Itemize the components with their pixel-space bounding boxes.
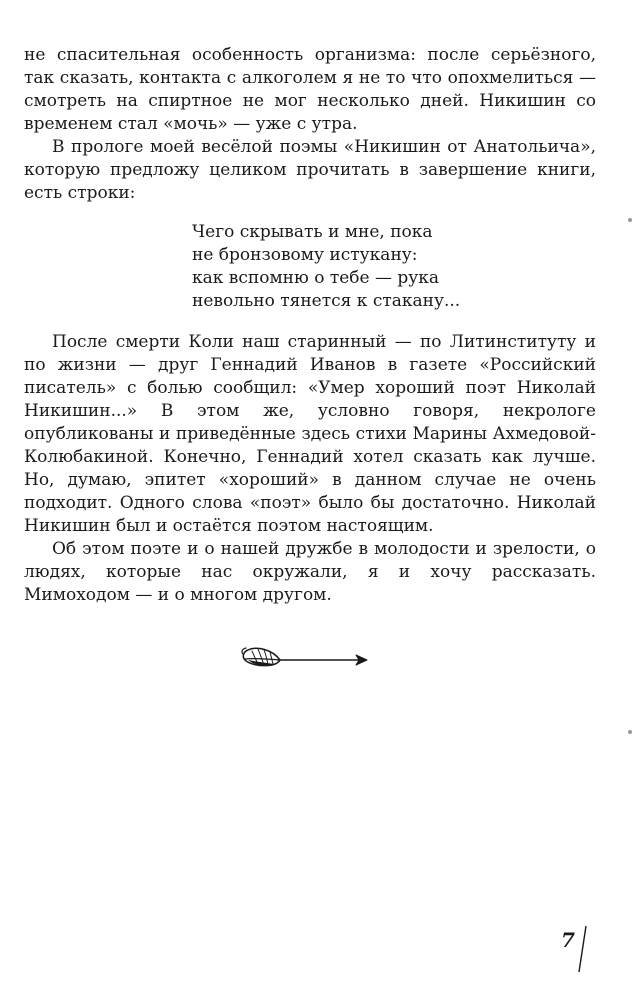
body-text [24, 44, 596, 607]
poem-line: не бронзовому истукану: [192, 245, 418, 265]
poem-line: Чего скрывать и мне, пока [192, 222, 433, 242]
page-number: 7 [561, 928, 575, 952]
feather-arrow-icon [240, 640, 376, 680]
paragraph-3: После смерти Коли наш старинный — по Литинституту и по жизни — друг Геннадий Иванов в газете «Российский писатель» с болью сообщил: «Умер хороший поэт Николай Никишин...» В этом же, условно говоря, некрологе опубликованы и приведённые здесь стихи Марины Ахмедовой-Колюбакиной. Конечно, Геннадий хотел сказать как лучше. Но, думаю, эпитет «хороший» в данном случае не очень подходит. Одного слова «поэт» было бы достаточно. Николай Никишин был и остаётся поэтом настоящим. [24, 332, 596, 536]
poem-line: как вспомню о тебе — рука [192, 268, 440, 288]
poem-quote [192, 221, 596, 313]
edge-mark [628, 730, 632, 734]
paragraph-4: Об этом поэте и о нашей дружбе в молодости и зрелости, о людях, которые нас окружали, я и хочу рассказать. Мимоходом — и о многом другом. [24, 539, 596, 605]
paragraph-2: В прологе моей весёлой поэмы «Никишин от Анатольича», которую предложу целиком прочитать в завершение книги, есть строки: [24, 137, 596, 203]
folio-rule [576, 924, 588, 974]
edge-mark [628, 218, 632, 222]
poem-line: невольно тянется к стакану... [192, 291, 461, 311]
paragraph-1: не спасительная особенность организма: после серьёзного, так сказать, контакта с алкоголем я не то что опохмелиться — смотреть на спиртное не мог несколько дней. Никишин со временем стал «мочь» — уже с утра. [24, 45, 596, 134]
